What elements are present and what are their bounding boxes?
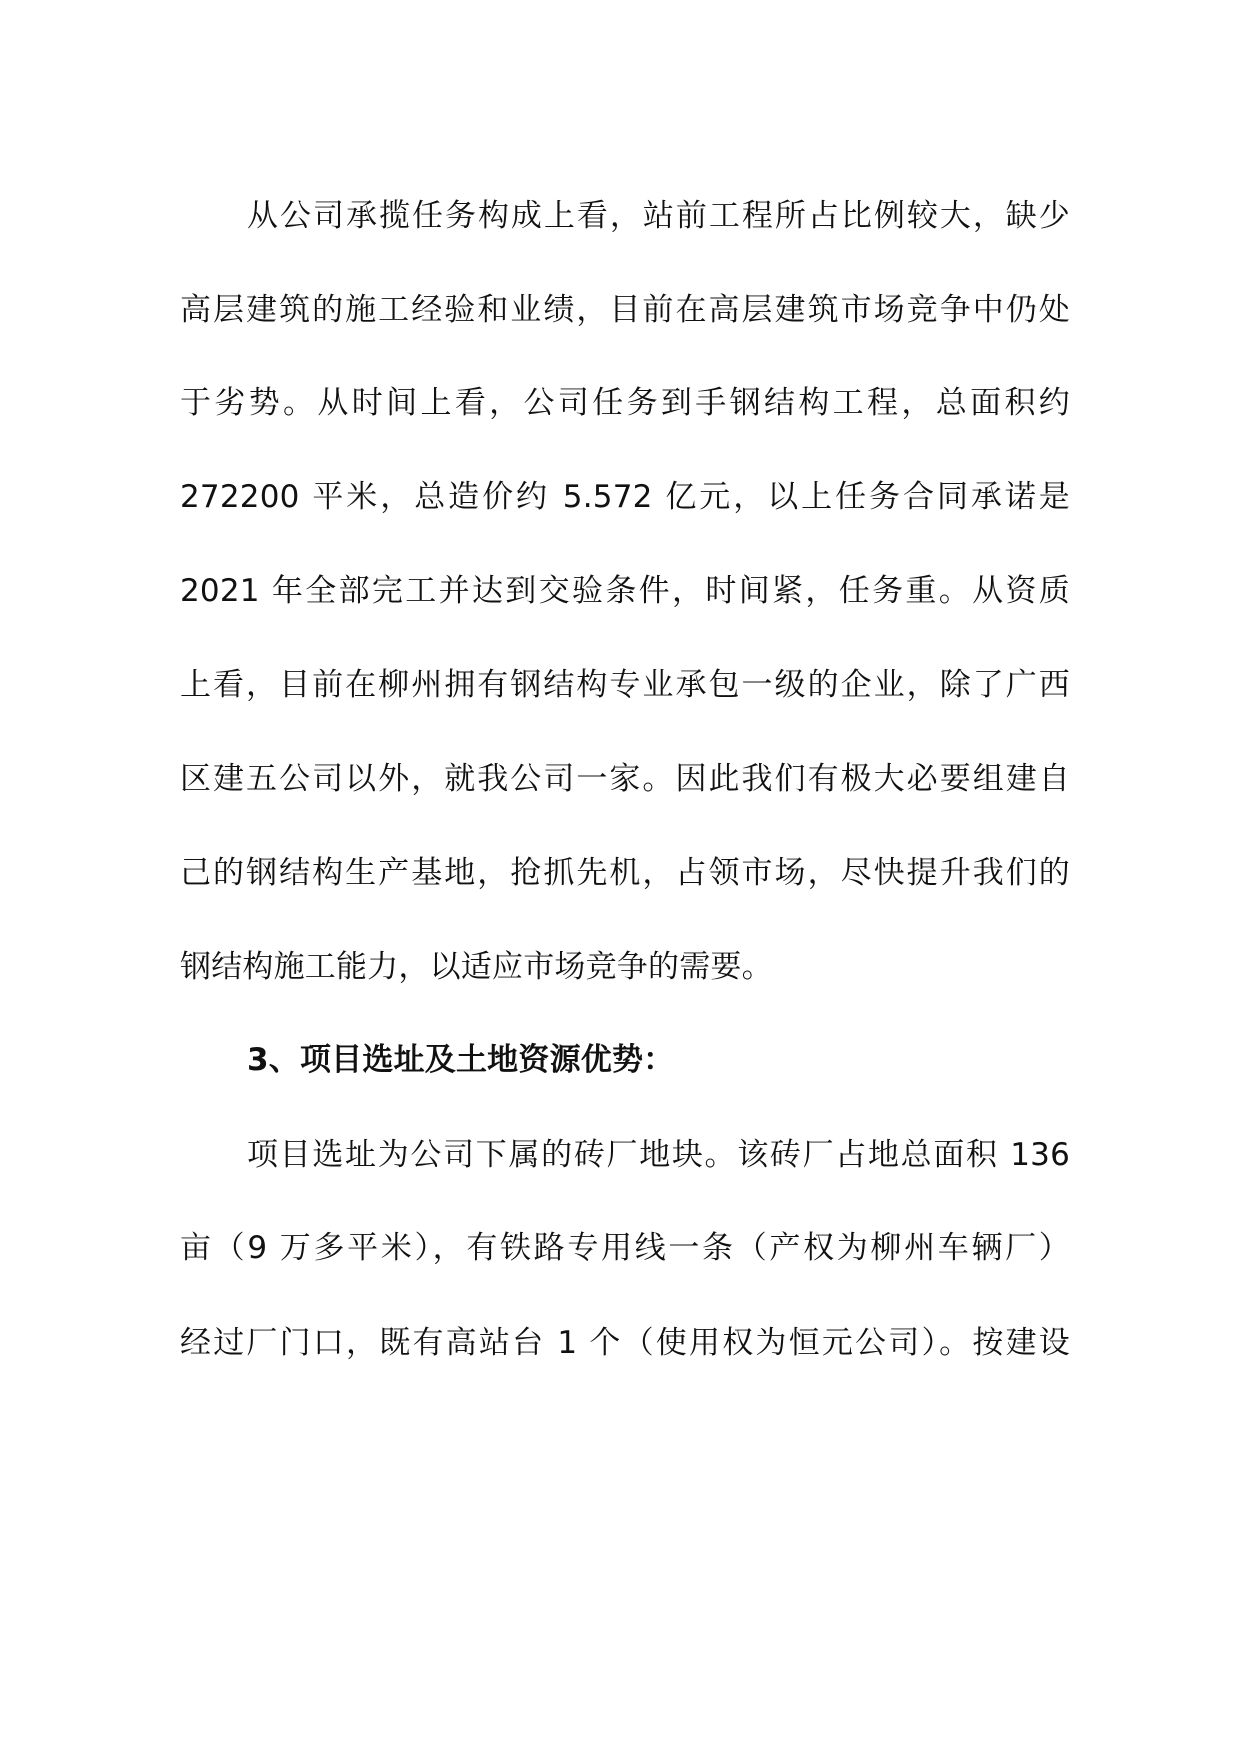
paragraph-2-line-1: 项目选址为公司下属的砖厂地块。该砖厂占地总面积 136 bbox=[247, 1137, 1070, 1173]
paragraph-2-line-2: 亩（9 万多平米），有铁路专用线一条（产权为柳州车辆厂） bbox=[180, 1230, 1070, 1266]
paragraph-1-line-6: 上看，目前在柳州拥有钢结构专业承包一级的企业，除了广西 bbox=[180, 667, 1070, 703]
paragraph-1-line-8: 己的钢结构生产基地，抢抓先机，占领市场，尽快提升我们的 bbox=[180, 855, 1070, 891]
paragraph-1-line-2: 高层建筑的施工经验和业绩，目前在高层建筑市场竞争中仍处 bbox=[180, 292, 1070, 328]
section-heading: 3、项目选址及土地资源优势： bbox=[247, 1042, 675, 1078]
paragraph-2-line-3: 经过厂门口，既有高站台 1 个（使用权为恒元公司）。按建设 bbox=[180, 1325, 1070, 1361]
paragraph-1-line-3: 于劣势。从时间上看，公司任务到手钢结构工程，总面积约 bbox=[180, 385, 1070, 421]
paragraph-1-line-1: 从公司承揽任务构成上看，站前工程所占比例较大，缺少 bbox=[247, 198, 1070, 234]
paragraph-1-line-7: 区建五公司以外，就我公司一家。因此我们有极大必要组建自 bbox=[180, 761, 1070, 797]
paragraph-1-line-4: 272200 平米，总造价约 5.572 亿元，以上任务合同承诺是 bbox=[180, 479, 1070, 515]
paragraph-1-line-5: 2021 年全部完工并达到交验条件，时间紧，任务重。从资质 bbox=[180, 573, 1070, 609]
paragraph-1-line-9: 钢结构施工能力，以适应市场竞争的需要。 bbox=[180, 949, 773, 985]
